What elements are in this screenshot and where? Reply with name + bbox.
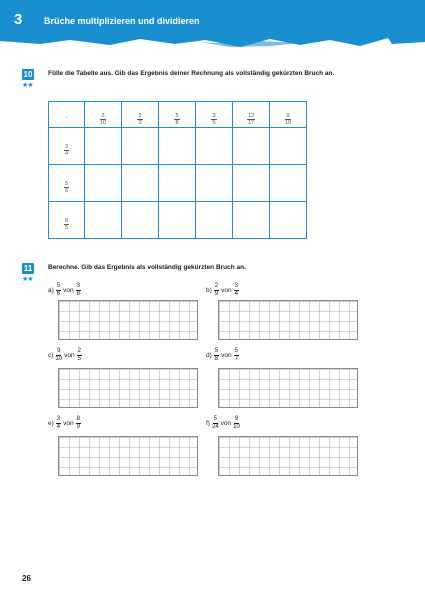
answer-cell[interactable] xyxy=(85,165,122,202)
answer-cell[interactable] xyxy=(159,128,196,165)
answer-grid[interactable] xyxy=(218,300,358,340)
task-10-instruction: Fülle die Tabelle aus. Gib das Ergebnis deiner Rechnung als vollständig gekürzten Bruch an. xyxy=(48,70,335,77)
answer-grid[interactable] xyxy=(218,368,358,408)
item-label: f) xyxy=(206,419,210,427)
fraction: $\frac{3}{4}$ xyxy=(234,283,238,297)
von-word: von xyxy=(63,286,74,294)
fraction: $\frac{9}{10}$ xyxy=(233,416,240,430)
task-11-badge: 11 xyxy=(23,264,33,273)
task-11b xyxy=(206,283,239,297)
item-label: e) xyxy=(48,419,54,427)
item-label: b) xyxy=(206,286,212,294)
difficulty-stars-icon: ★★ xyxy=(22,276,33,283)
answer-cell[interactable] xyxy=(196,128,233,165)
task-11c xyxy=(48,348,82,362)
column-header xyxy=(85,102,122,128)
brush-banner-shape xyxy=(0,0,425,52)
page-number: 26 xyxy=(22,574,31,583)
fraction: $\frac{5}{6}$ xyxy=(64,181,69,194)
answer-cell[interactable] xyxy=(122,128,159,165)
answer-cell[interactable] xyxy=(159,165,196,202)
item-label: d) xyxy=(206,351,212,359)
von-word: von xyxy=(63,419,74,427)
answer-cell[interactable] xyxy=(159,202,196,239)
task-10-badge: 10 xyxy=(23,70,33,79)
fraction: $\frac{3}{10}$ xyxy=(99,112,107,126)
fraction: $\frac{5}{7}$ xyxy=(234,348,238,362)
fraction: $\frac{12}{17}$ xyxy=(247,112,255,126)
fraction: $\frac{3}{4}$ xyxy=(56,416,61,430)
task-11a xyxy=(48,283,81,297)
fraction: $\frac{3}{5}$ xyxy=(212,112,216,126)
operator-symbol: · xyxy=(65,113,68,121)
answer-cell[interactable] xyxy=(233,202,270,239)
von-word: von xyxy=(221,286,232,294)
column-header xyxy=(122,102,159,128)
fraction: $\frac{8}{9}$ xyxy=(76,416,80,430)
answer-grid[interactable] xyxy=(58,300,198,340)
row-header xyxy=(49,165,85,202)
fraction: $\frac{9}{10}$ xyxy=(284,112,292,126)
difficulty-stars-icon: ★★ xyxy=(22,82,33,89)
answer-cell[interactable] xyxy=(196,165,233,202)
column-header xyxy=(233,102,270,128)
von-word: von xyxy=(220,419,232,427)
row-header xyxy=(49,128,85,165)
answer-grid[interactable] xyxy=(58,368,198,408)
fraction: $\frac{5}{6}$ xyxy=(56,283,61,297)
chapter-title: Brüche multiplizieren und dividieren xyxy=(44,16,200,26)
fraction: $\frac{9}{10}$ xyxy=(55,348,63,362)
answer-cell[interactable] xyxy=(233,128,270,165)
answer-grid[interactable] xyxy=(58,436,198,476)
answer-grid[interactable] xyxy=(218,436,358,476)
chapter-number: 3 xyxy=(14,11,23,28)
column-header xyxy=(159,102,196,128)
row-header xyxy=(49,202,85,239)
item-label: a) xyxy=(48,286,54,294)
task-11d xyxy=(206,348,239,362)
column-header xyxy=(270,102,307,128)
task-11f xyxy=(206,416,240,430)
task-11e xyxy=(48,416,81,430)
operator-cell xyxy=(49,102,85,128)
task-11-instruction: Berechne. Gib das Ergebnis als vollständig gekürzten Bruch an. xyxy=(48,264,246,271)
answer-cell[interactable] xyxy=(85,128,122,165)
multiplication-table xyxy=(48,101,307,239)
fraction: $\frac{3}{8}$ xyxy=(76,283,80,297)
fraction: $\frac{2}{9}$ xyxy=(214,283,219,297)
fraction: $\frac{3}{4}$ xyxy=(64,144,69,157)
answer-cell[interactable] xyxy=(85,202,122,239)
item-label: c) xyxy=(48,351,54,359)
von-word: von xyxy=(221,351,232,359)
answer-cell[interactable] xyxy=(270,128,307,165)
von-word: von xyxy=(64,351,75,359)
answer-cell[interactable] xyxy=(233,165,270,202)
fraction: $\frac{2}{5}$ xyxy=(77,348,81,362)
fraction: $\frac{8}{5}$ xyxy=(64,218,69,231)
fraction: $\frac{2}{3}$ xyxy=(138,112,142,126)
fraction: $\frac{5}{8}$ xyxy=(175,112,179,126)
answer-cell[interactable] xyxy=(270,202,307,239)
answer-cell[interactable] xyxy=(196,202,233,239)
answer-cell[interactable] xyxy=(122,165,159,202)
fraction: $\frac{5}{24}$ xyxy=(211,416,219,430)
answer-cell[interactable] xyxy=(122,202,159,239)
column-header xyxy=(196,102,233,128)
answer-cell[interactable] xyxy=(270,165,307,202)
fraction: $\frac{5}{8}$ xyxy=(214,348,219,362)
